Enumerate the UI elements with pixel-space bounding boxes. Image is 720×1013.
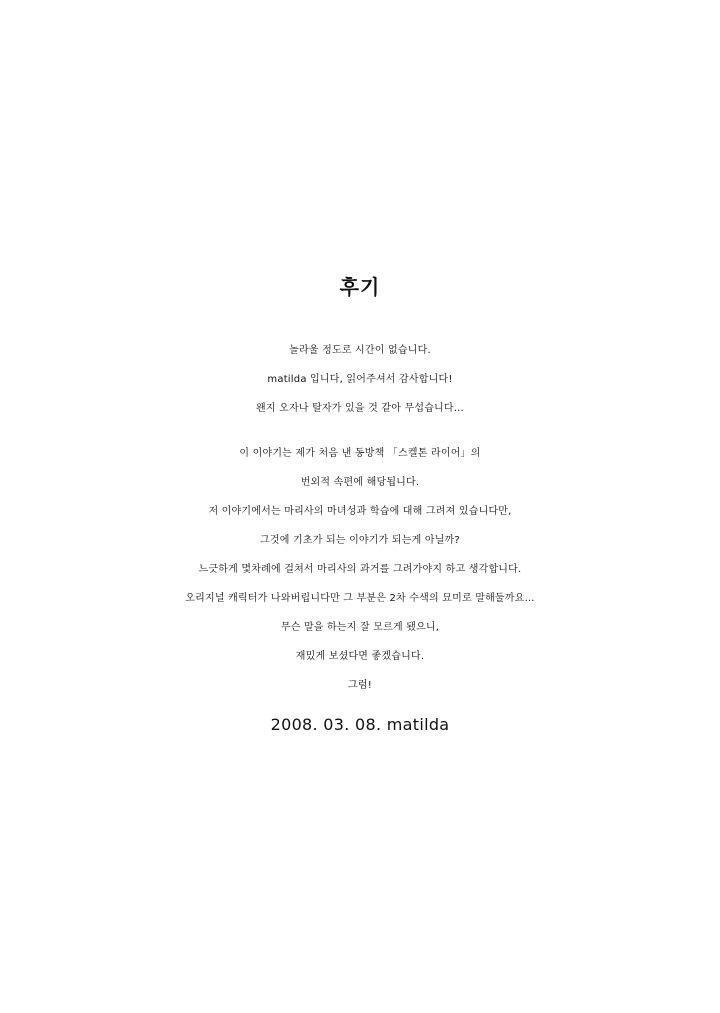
story-paragraph <box>0 439 720 700</box>
text-line: 오리지널 캐릭터가 나와버립니다만 그 부분은 2차 수색의 묘미로 말해둘까요… <box>185 593 535 604</box>
text-line: 번외적 속편에 해당됩니다. <box>300 477 420 488</box>
text-line: 느긋하게 몇차례에 걸쳐서 마리사의 과거를 그려가야지 하고 생각합니다. <box>198 564 522 575</box>
text-line: 이 이야기는 제가 처음 낸 동방책 「스켈톤 라이어」의 <box>239 448 481 459</box>
date-signature: 2008. 03. 08. matilda <box>270 715 450 734</box>
text-line: 그것에 기초가 되는 이야기가 되는게 아닐까? <box>260 535 460 546</box>
text-line: 놀라울 정도로 시간이 없습니다. <box>289 345 431 356</box>
afterword-title: 후기 <box>339 275 381 299</box>
text-line: 재밌게 보셨다면 좋겠습니다. <box>295 651 425 662</box>
text-line: 그럼! <box>348 680 372 691</box>
text-line: 저 이야기에서는 마리사의 마녀성과 학습에 대해 그려져 있습니다만, <box>208 506 512 517</box>
intro-paragraph <box>0 336 720 423</box>
text-line: 왠지 오자나 탈자가 있을 것 같아 무섭습니다… <box>256 403 464 414</box>
text-line: 무슨 말을 하는지 잘 모르게 됐으니, <box>280 622 440 633</box>
text-line: matilda 입니다, 읽어주셔서 감사합니다! <box>267 374 453 385</box>
